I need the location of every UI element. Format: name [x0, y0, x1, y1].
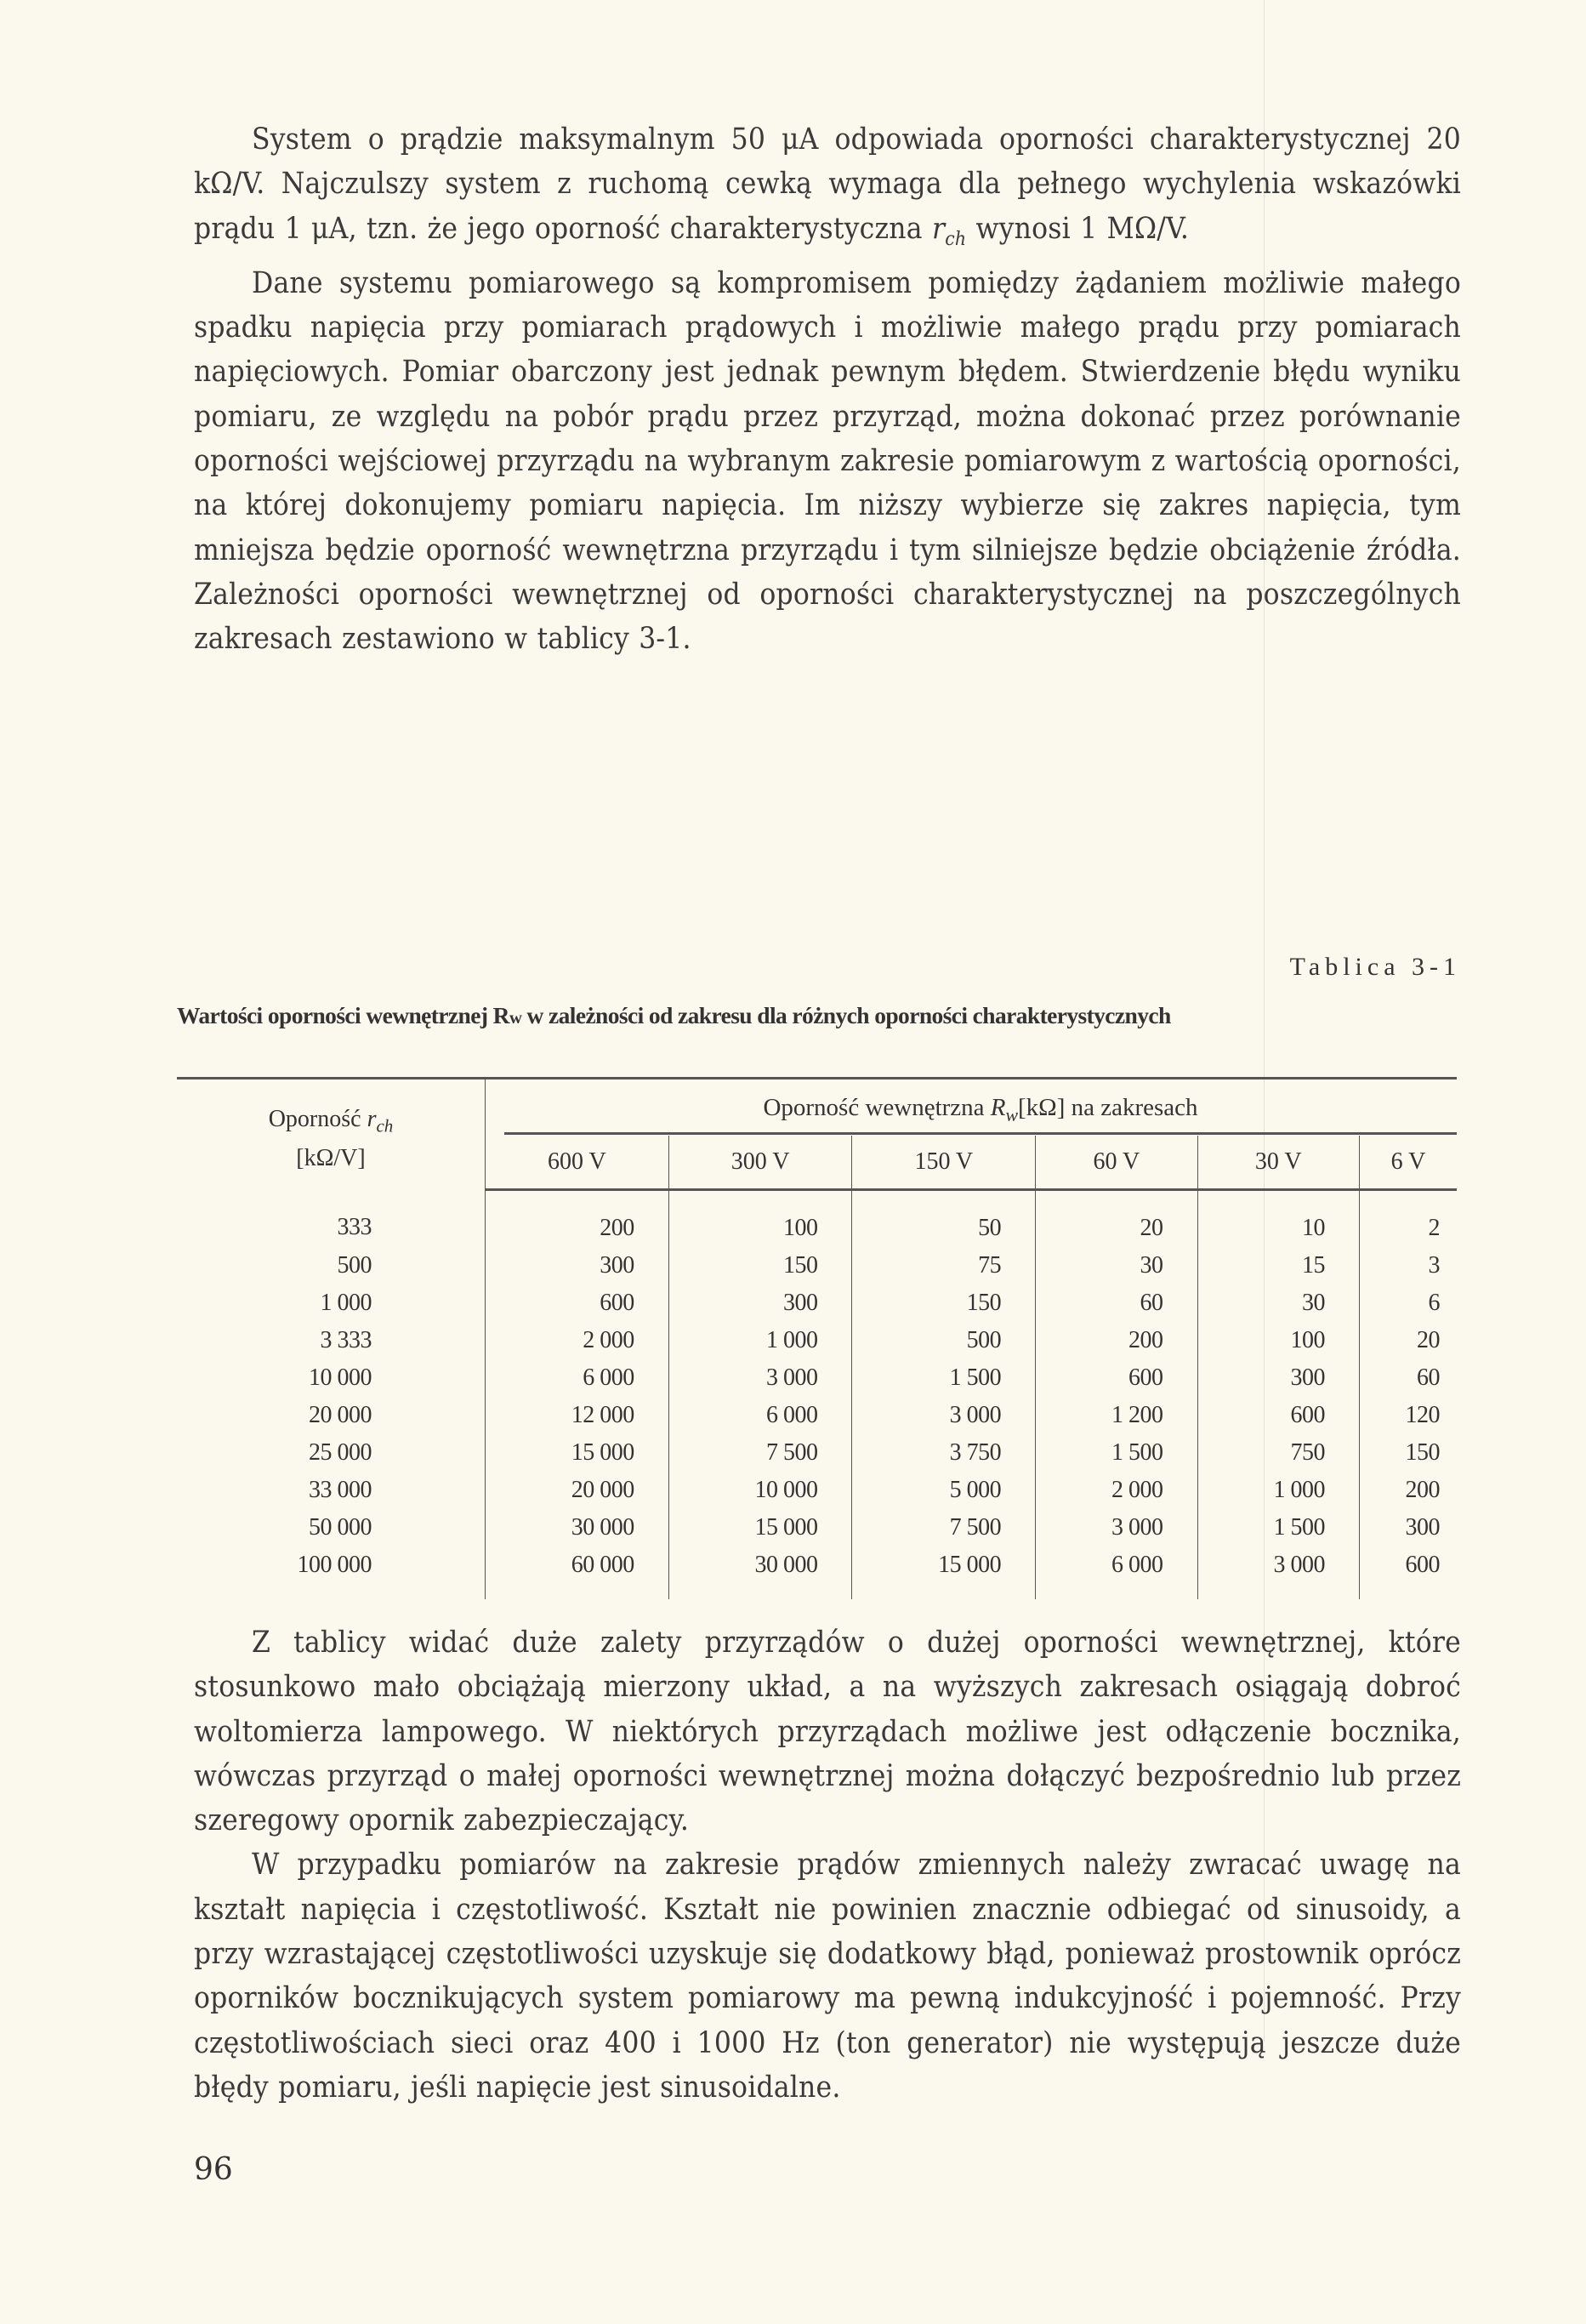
cell-rw: 150: [668, 1247, 852, 1284]
column-header-range: 150 V: [852, 1136, 1036, 1190]
cell-rw: 1 500: [1197, 1509, 1359, 1546]
cell-rw: 200: [1036, 1322, 1197, 1359]
cell-rw: 7 500: [668, 1434, 852, 1472]
cell-rch: 33 000: [177, 1472, 486, 1509]
table-row: [177, 1509, 1457, 1546]
cell-rw: 1 200: [1036, 1397, 1197, 1434]
cell-rw: 20 000: [486, 1472, 669, 1509]
cell-rw: 300: [1405, 1514, 1440, 1541]
paragraph-outro-1: Z tablicy widać duże zalety przyrządów o dużej oporności wewnętrznej, które stosunkowo mało obciążają mierzony układ, a na wyższych zakresach osiągają dobroć woltomierza lampowego. W niektórych przyrządach możliwe jest odłączenie bocznika, wówczas przyrząd o małej oporności wewnętrznej można dołączyć bezpośrednio lub przez szeregowy opornik zabezpieczający.: [194, 1626, 1461, 1838]
cell-rch: 3 333: [177, 1322, 486, 1359]
cell-rw: 30 000: [486, 1509, 669, 1546]
cell-rw: 60: [1036, 1284, 1197, 1322]
column-header-range: 6 V: [1359, 1136, 1457, 1190]
cell-rw: 20: [1036, 1190, 1197, 1248]
paragraph-text: wynosi 1 MΩ/V.: [966, 211, 1190, 246]
cell-rw: 3 000: [1197, 1546, 1359, 1599]
table-row: [177, 1284, 1457, 1322]
cell-rw: 200: [1405, 1477, 1440, 1503]
cell-rw: 150: [852, 1284, 1036, 1322]
cell-rw: 2: [1428, 1215, 1440, 1241]
table-row: [177, 1472, 1457, 1509]
cell-rw: 3 000: [668, 1359, 852, 1397]
cell-rch: 20 000: [177, 1397, 486, 1434]
cell-rw: 3 000: [852, 1397, 1036, 1434]
cell-rw: 200: [486, 1190, 669, 1248]
cell-rw: 1 000: [1197, 1472, 1359, 1509]
cell-rw: 50: [852, 1190, 1036, 1248]
cell-rw: 2 000: [1036, 1472, 1197, 1509]
cell-rw: 3 000: [1036, 1509, 1197, 1546]
cell-rw: 1 000: [668, 1322, 852, 1359]
cell-rw: 3: [1428, 1252, 1440, 1279]
cell-rch: 500: [177, 1247, 486, 1284]
table-row: [177, 1322, 1457, 1359]
cell-rw: 600: [1036, 1359, 1197, 1397]
cell-rw: 5 000: [852, 1472, 1036, 1509]
cell-rw: 6 000: [1036, 1546, 1197, 1599]
cell-rw: 1 500: [1036, 1434, 1197, 1472]
column-header-range: 60 V: [1036, 1136, 1197, 1190]
cell-rw: 2 000: [486, 1322, 669, 1359]
paragraph-outro-2: W przypadku pomiarów na zakresie prądów zmiennych należy zwracać uwagę na kształt napięcia i częstotliwość. Kształt nie powinien znacznie odbiegać od sinusoidy, a przy wzrastającej częstotliwości uzyskuje się dodatkowy błąd, ponieważ prostownik oprócz oporników bocznikujących system pomiarowy ma pewną indukcyjność i pojemność. Przy częstotliwościach sieci oraz 400 i 1000 Hz (ton generator) nie występują jeszcze duże błędy pomiaru, jeśli napięcie jest sinusoidalne.: [194, 1848, 1461, 2105]
cell-rw: 100: [1197, 1322, 1359, 1359]
cell-rw: 20: [1417, 1327, 1440, 1353]
cell-rw: 10 000: [668, 1472, 852, 1509]
cell-rw: 15 000: [668, 1509, 852, 1546]
column-header-rch: Oporność $r_{ch}$ [kΩ/V]: [177, 1079, 486, 1190]
paragraph-text: System o prądzie maksymalnym 50 μA odpowiada oporności charakterystycznej 20 kΩ/V. Najczulszy system z ruchomą cewką wymaga dla pełnego wychylenia wskazówki prądu 1 μA, tzn. że jego oporność charakterystyczna: [194, 122, 1461, 246]
cell-rw: 10: [1197, 1190, 1359, 1248]
paragraph-intro-2: Dane systemu pomiarowego są kompromisem pomiędzy żądaniem możliwie małego spadku napięcia przy pomiarach prądowych i możliwie małego prądu przy pomiarach napięciowych. Pomiar obarczony jest jednak pewnym błędem. Stwierdzenie błędu wyniku pomiaru, ze względu na pobór prądu przez przyrząd, można dokonać przez porównanie oporności wejściowej przyrządu na wybranym zakresie pomiarowym z wartością oporności, na której dokonujemy pomiaru napięcia. Im niższy wybierze się zakres napięcia, tym mniejsza będzie oporność wewnętrzna przyrządu i tym silniejsze będzie obciążenie źródła. Zależności oporności wewnętrznej od oporności charakterystycznej na poszczególnych zakresach zestawiono w tablicy 3-1.: [194, 265, 1461, 657]
cell-rw: 1 500: [852, 1359, 1036, 1397]
cell-rw: 600: [486, 1284, 669, 1322]
cell-rw: 30: [1036, 1247, 1197, 1284]
cell-rw: 300: [486, 1247, 669, 1284]
cell-rw: 300: [1197, 1359, 1359, 1397]
cell-rch: 10 000: [177, 1359, 486, 1397]
cell-rw: 15 000: [852, 1546, 1036, 1599]
cell-rw: 7 500: [852, 1509, 1036, 1546]
cell-rw: 6 000: [668, 1397, 852, 1434]
paragraph-intro-1: [194, 117, 1461, 261]
cell-rw: 75: [852, 1247, 1036, 1284]
table-row: [177, 1397, 1457, 1434]
table-row: [177, 1247, 1457, 1284]
cell-rw: 15 000: [486, 1434, 669, 1472]
table-row: [177, 1359, 1457, 1397]
cell-rw: 300: [668, 1284, 852, 1322]
cell-rw: 150: [1405, 1439, 1440, 1466]
resistance-table: [177, 1077, 1457, 1599]
cell-rw: 120: [1405, 1402, 1440, 1428]
book-page: [177, 117, 1461, 2105]
table-row: [177, 1546, 1457, 1599]
table-caption: Wartości oporności wewnętrznej Rw w zależności od zakresu dla różnych oporności charakterystycznych: [177, 1002, 1171, 1028]
cell-rch: 333: [177, 1190, 486, 1248]
column-header-range: 300 V: [668, 1136, 852, 1190]
cell-rw: 3 750: [852, 1434, 1036, 1472]
cell-rw: 12 000: [486, 1397, 669, 1434]
cell-rw: 600: [1197, 1397, 1359, 1434]
cell-rw: 500: [852, 1322, 1036, 1359]
table-row: [177, 1190, 1457, 1248]
cell-rw: 60: [1417, 1364, 1440, 1391]
cell-rch: 50 000: [177, 1509, 486, 1546]
column-header-range: 600 V: [486, 1136, 669, 1190]
column-group-header-rw: Oporność wewnętrzna $R_w[k\Omega]$ na zakresach: [486, 1079, 1458, 1136]
column-header-range: 30 V: [1197, 1136, 1359, 1190]
table-body: [177, 1190, 1457, 1600]
cell-rw: 100: [668, 1190, 852, 1248]
cell-rw: 30 000: [668, 1546, 852, 1599]
table-row: [177, 1434, 1457, 1472]
cell-rw: 750: [1197, 1434, 1359, 1472]
lower-text: [194, 1621, 1461, 2110]
cell-rch: 100 000: [177, 1546, 486, 1599]
rch-symbol: $r_{ch}$: [931, 211, 967, 250]
cell-rw: 15: [1197, 1247, 1359, 1284]
cell-rch: 1 000: [177, 1284, 486, 1322]
table-label: Tablica 3-1: [1289, 953, 1461, 981]
page-number: 96: [194, 2152, 233, 2187]
cell-rw: 30: [1197, 1284, 1359, 1322]
cell-rch: 25 000: [177, 1434, 486, 1472]
cell-rw: 6 000: [486, 1359, 669, 1397]
cell-rw: 6: [1428, 1290, 1440, 1316]
cell-rw: 60 000: [486, 1546, 669, 1599]
cell-rw: 600: [1405, 1552, 1440, 1578]
